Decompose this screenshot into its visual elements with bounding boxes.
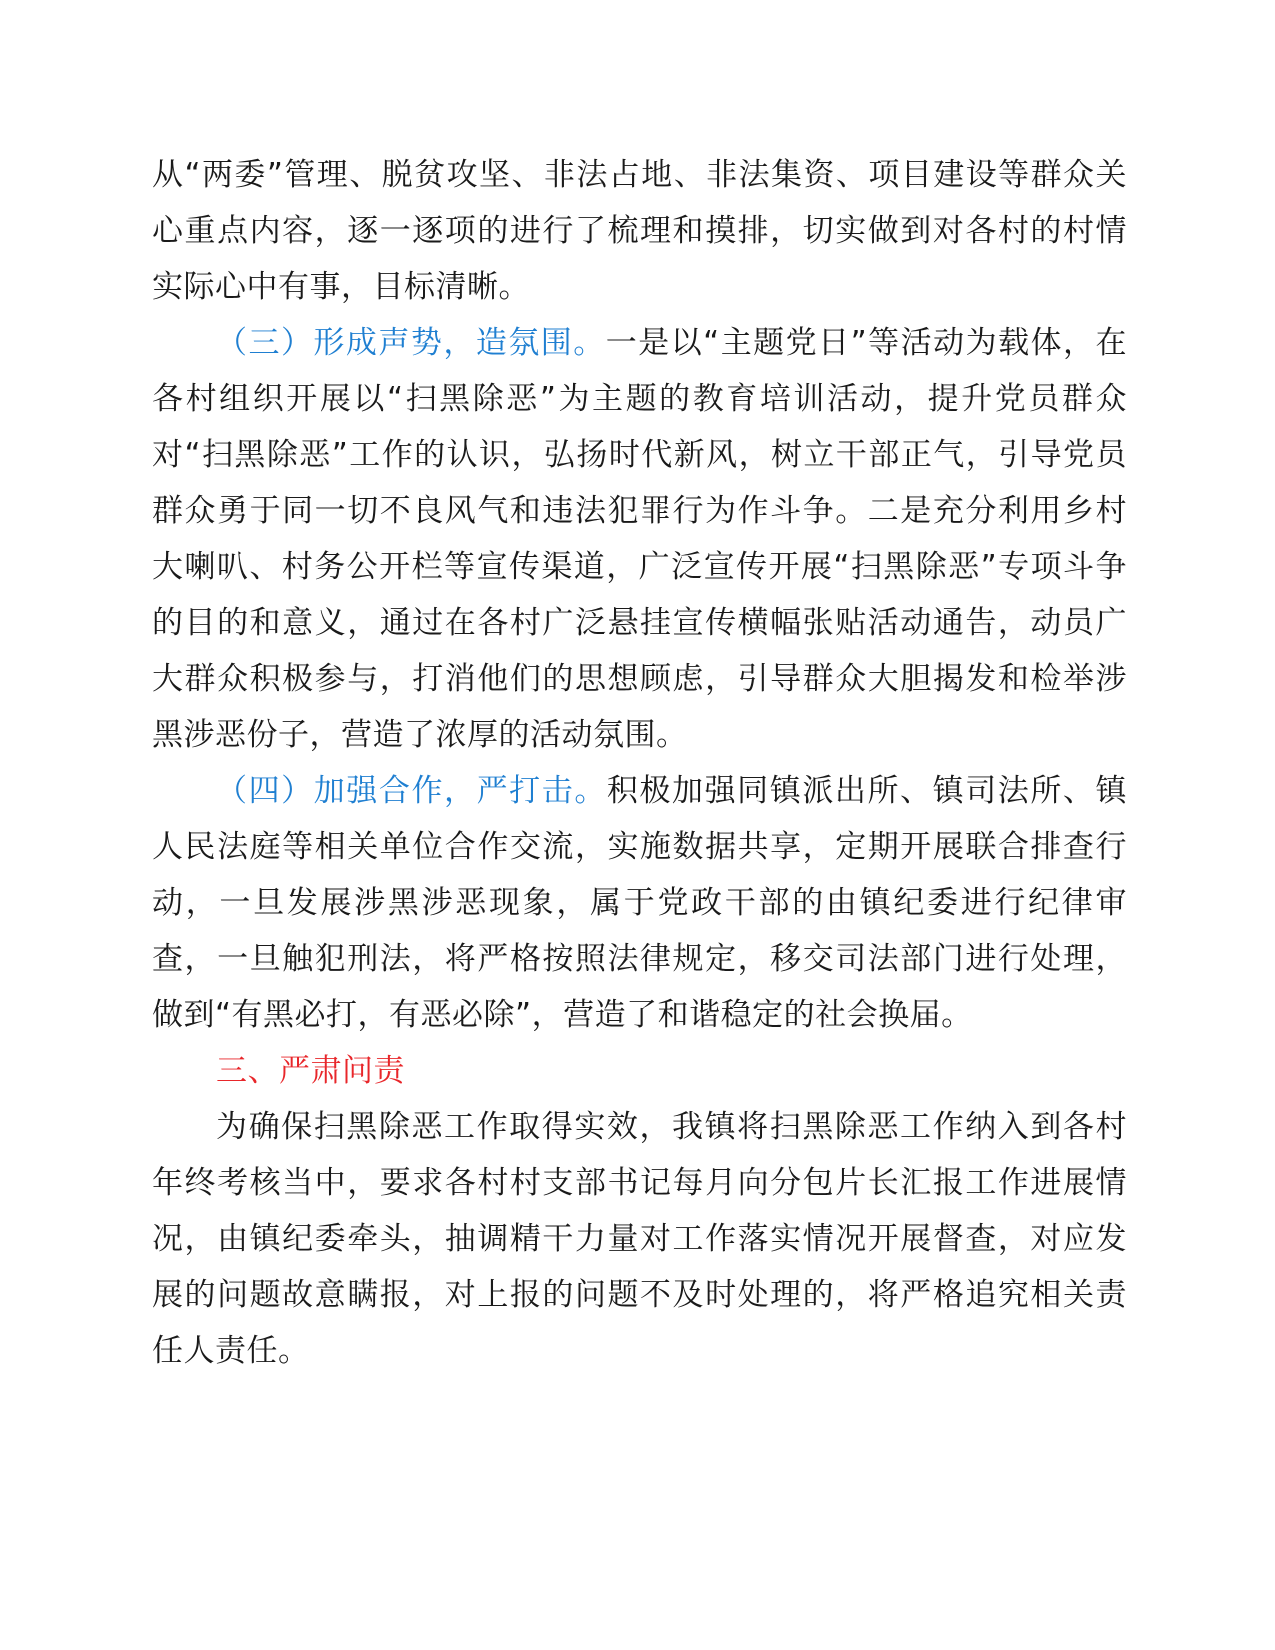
paragraph-section-4 [152,763,1127,1043]
paragraph-part-3-heading [152,1043,1127,1099]
section-3-body: 一是以“主题党日”等活动为载体，在各村组织开展以“扫黑除恶”为主题的教育培训活动，提升党员群众对“扫黑除恶”工作的认识，弘扬时代新风，树立干部正气，引导党员群众勇于同一切不良风气和违法犯罪行为作斗争。二是充分利用乡村大喇叭、村务公开栏等宣传渠道，广泛宣传开展“扫黑除恶”专项斗争的目的和意义，通过在各村广泛悬挂宣传横幅张贴活动通告，动员广大群众积极参与，打消他们的思想顾虑，引导群众大胆揭发和检举涉黑涉恶份子，营造了浓厚的活动氛围。 [152,325,1127,753]
part-3-heading: 三、严肃问责 [216,1053,405,1089]
part-3-body: 为确保扫黑除恶工作取得实效，我镇将扫黑除恶工作纳入到各村年终考核当中，要求各村村支部书记每月向分包片长汇报工作进展情况，由镇纪委牵头，抽调精干力量对工作落实情况开展督查，对应发展的问题故意瞒报，对上报的问题不及时处理的，将严格追究相关责任人责任。 [152,1109,1127,1369]
section-3-heading: （三）形成声势，造氛围。 [216,325,606,361]
section-4-heading: （四）加强合作，严打击。 [216,773,607,809]
paragraph-intro [152,147,1127,315]
paragraph-intro-text: 从“两委”管理、脱贫攻坚、非法占地、非法集资、项目建设等群众关心重点内容，逐一逐项的进行了梳理和摸排，切实做到对各村的村情实际心中有事，目标清晰。 [152,157,1127,305]
section-4-body: 积极加强同镇派出所、镇司法所、镇人民法庭等相关单位合作交流，实施数据共享，定期开展联合排查行动，一旦发展涉黑涉恶现象，属于党政干部的由镇纪委进行纪律审查，一旦触犯刑法，将严格按照法律规定，移交司法部门进行处理，做到“有黑必打，有恶必除”，营造了和谐稳定的社会换届。 [152,773,1128,1033]
paragraph-section-3 [152,315,1127,763]
paragraph-part-3 [152,1099,1127,1379]
document-body [152,147,1127,1379]
